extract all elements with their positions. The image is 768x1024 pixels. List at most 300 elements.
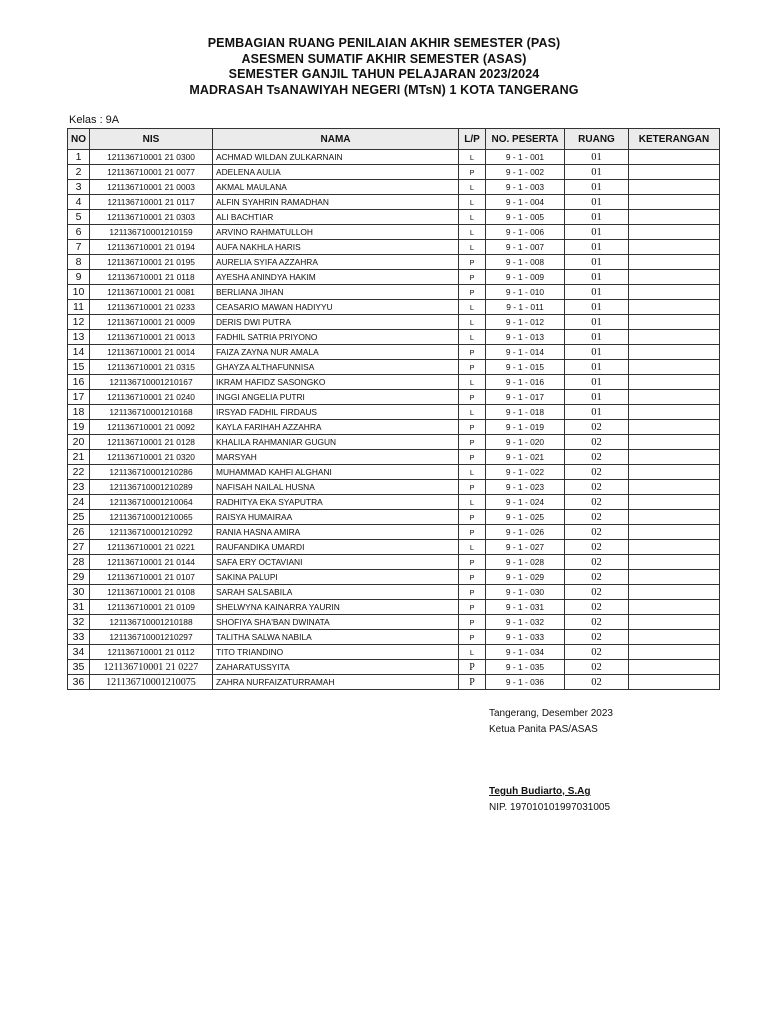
cell-nis: 121136710001 21 0144: [90, 555, 213, 570]
cell-keterangan: [629, 555, 720, 570]
cell-ruang: 01: [565, 360, 629, 375]
cell-no: 35: [68, 660, 90, 675]
cell-nis: 121136710001 21 0014: [90, 345, 213, 360]
cell-no: 3: [68, 180, 90, 195]
cell-keterangan: [629, 195, 720, 210]
cell-keterangan: [629, 255, 720, 270]
cell-nama: RAISYA HUMAIRAA: [213, 510, 459, 525]
cell-no-peserta: 9 - 1 - 019: [486, 420, 565, 435]
cell-no: 8: [68, 255, 90, 270]
cell-nis: 121136710001 21 0195: [90, 255, 213, 270]
signer-name: Teguh Budiarto, S.Ag: [489, 786, 591, 797]
cell-ruang: 01: [565, 165, 629, 180]
cell-no: 30: [68, 585, 90, 600]
cell-ruang: 02: [565, 585, 629, 600]
cell-nama: ZAHARATUSSYITA: [213, 660, 459, 675]
cell-no: 25: [68, 510, 90, 525]
cell-no: 33: [68, 630, 90, 645]
cell-ruang: 01: [565, 225, 629, 240]
cell-no-peserta: 9 - 1 - 020: [486, 435, 565, 450]
table-row: [68, 495, 720, 510]
table-row: [68, 585, 720, 600]
cell-no: 29: [68, 570, 90, 585]
cell-no-peserta: 9 - 1 - 033: [486, 630, 565, 645]
cell-keterangan: [629, 615, 720, 630]
table-row: [68, 390, 720, 405]
cell-no-peserta: 9 - 1 - 025: [486, 510, 565, 525]
cell-keterangan: [629, 240, 720, 255]
cell-lp: P: [459, 630, 486, 645]
cell-keterangan: [629, 360, 720, 375]
cell-lp: P: [459, 255, 486, 270]
cell-nama: MUHAMMAD KAHFI ALGHANI: [213, 465, 459, 480]
cell-ruang: 01: [565, 195, 629, 210]
cell-keterangan: [629, 420, 720, 435]
cell-lp: L: [459, 540, 486, 555]
cell-ruang: 01: [565, 270, 629, 285]
cell-no-peserta: 9 - 1 - 018: [486, 405, 565, 420]
cell-lp: L: [459, 405, 486, 420]
cell-no: 16: [68, 375, 90, 390]
cell-ruang: 02: [565, 510, 629, 525]
cell-ruang: 02: [565, 450, 629, 465]
table-row: [68, 210, 720, 225]
table-row: [68, 405, 720, 420]
cell-no-peserta: 9 - 1 - 036: [486, 675, 565, 690]
cell-keterangan: [629, 630, 720, 645]
header-title-line-1: PEMBAGIAN RUANG PENILAIAN AKHIR SEMESTER (PAS): [207, 36, 561, 50]
cell-nama: SHOFIYA SHA'BAN DWINATA: [213, 615, 459, 630]
document-header: [0, 36, 768, 98]
cell-nama: ZAHRA NURFAIZATURRAMAH: [213, 675, 459, 690]
cell-no: 6: [68, 225, 90, 240]
cell-keterangan: [629, 330, 720, 345]
cell-no-peserta: 9 - 1 - 021: [486, 450, 565, 465]
cell-nama: BERLIANA JIHAN: [213, 285, 459, 300]
cell-ruang: 01: [565, 285, 629, 300]
cell-nis: 121136710001 21 0300: [90, 150, 213, 165]
cell-no: 4: [68, 195, 90, 210]
cell-nama: TALITHA SALWA NABILA: [213, 630, 459, 645]
cell-keterangan: [629, 225, 720, 240]
table-body: [68, 150, 720, 690]
table-row: [68, 330, 720, 345]
cell-ruang: 02: [565, 480, 629, 495]
table-row: [68, 225, 720, 240]
cell-no: 13: [68, 330, 90, 345]
cell-nis: 121136710001 21 0009: [90, 315, 213, 330]
cell-lp: L: [459, 495, 486, 510]
cell-keterangan: [629, 165, 720, 180]
cell-no: 32: [68, 615, 90, 630]
cell-nama: SHELWYNA KAINARRA YAURIN: [213, 600, 459, 615]
table-row: [68, 435, 720, 450]
table-row: [68, 255, 720, 270]
cell-keterangan: [629, 405, 720, 420]
cell-no-peserta: 9 - 1 - 011: [486, 300, 565, 315]
cell-nama: TITO TRIANDINO: [213, 645, 459, 660]
cell-lp: P: [459, 480, 486, 495]
cell-nis: 121136710001 21 0221: [90, 540, 213, 555]
cell-lp: L: [459, 180, 486, 195]
cell-nis: 121136710001210064: [90, 495, 213, 510]
cell-lp: P: [459, 675, 486, 690]
table-row: [68, 240, 720, 255]
cell-no-peserta: 9 - 1 - 010: [486, 285, 565, 300]
cell-no-peserta: 9 - 1 - 007: [486, 240, 565, 255]
cell-ruang: 02: [565, 555, 629, 570]
cell-ruang: 02: [565, 600, 629, 615]
table-row: [68, 285, 720, 300]
cell-nis: 121136710001210075: [90, 675, 213, 690]
table-row: [68, 675, 720, 690]
cell-nis: 121136710001 21 0092: [90, 420, 213, 435]
cell-no-peserta: 9 - 1 - 022: [486, 465, 565, 480]
cell-no: 9: [68, 270, 90, 285]
table-row: [68, 360, 720, 375]
header-title-line-2: ASESMEN SUMATIF AKHIR SEMESTER (ASAS): [241, 51, 527, 66]
cell-lp: P: [459, 450, 486, 465]
cell-no-peserta: 9 - 1 - 023: [486, 480, 565, 495]
cell-lp: P: [459, 525, 486, 540]
cell-keterangan: [629, 270, 720, 285]
cell-nis: 121136710001210065: [90, 510, 213, 525]
cell-no-peserta: 9 - 1 - 012: [486, 315, 565, 330]
cell-ruang: 02: [565, 435, 629, 450]
cell-nama: KHALILA RAHMANIAR GUGUN: [213, 435, 459, 450]
cell-nama: RADHITYA EKA SYAPUTRA: [213, 495, 459, 510]
table-row: [68, 420, 720, 435]
cell-nama: ADELENA AULIA: [213, 165, 459, 180]
cell-no: 18: [68, 405, 90, 420]
cell-lp: L: [459, 195, 486, 210]
table-row: [68, 540, 720, 555]
table-row: [68, 480, 720, 495]
cell-nama: ARVINO RAHMATULLOH: [213, 225, 459, 240]
cell-nis: 121136710001 21 0227: [90, 660, 213, 675]
cell-ruang: 02: [565, 630, 629, 645]
cell-nama: KAYLA FARIHAH AZZAHRA: [213, 420, 459, 435]
cell-ruang: 01: [565, 315, 629, 330]
cell-lp: P: [459, 570, 486, 585]
cell-nama: AKMAL MAULANA: [213, 180, 459, 195]
table-row: [68, 165, 720, 180]
table-row: [68, 570, 720, 585]
cell-ruang: 02: [565, 465, 629, 480]
cell-lp: L: [459, 150, 486, 165]
cell-keterangan: [629, 435, 720, 450]
cell-no-peserta: 9 - 1 - 035: [486, 660, 565, 675]
place-date: Tangerang, Desember 2023: [489, 708, 613, 719]
cell-keterangan: [629, 465, 720, 480]
cell-nis: 121136710001 21 0013: [90, 330, 213, 345]
cell-no-peserta: 9 - 1 - 032: [486, 615, 565, 630]
cell-nis: 121136710001 21 0194: [90, 240, 213, 255]
cell-nis: 121136710001210286: [90, 465, 213, 480]
cell-no: 5: [68, 210, 90, 225]
cell-no: 31: [68, 600, 90, 615]
cell-lp: P: [459, 270, 486, 285]
cell-keterangan: [629, 480, 720, 495]
cell-nis: 121136710001 21 0077: [90, 165, 213, 180]
cell-lp: P: [459, 360, 486, 375]
cell-lp: P: [459, 420, 486, 435]
cell-no-peserta: 9 - 1 - 027: [486, 540, 565, 555]
cell-nama: RAUFANDIKA UMARDI: [213, 540, 459, 555]
cell-ruang: 01: [565, 345, 629, 360]
cell-lp: P: [459, 165, 486, 180]
cell-no: 23: [68, 480, 90, 495]
cell-nis: 121136710001 21 0112: [90, 645, 213, 660]
table-row: [68, 660, 720, 675]
cell-no: 19: [68, 420, 90, 435]
cell-no: 28: [68, 555, 90, 570]
cell-no: 36: [68, 675, 90, 690]
table-row: [68, 510, 720, 525]
cell-lp: P: [459, 660, 486, 675]
cell-keterangan: [629, 585, 720, 600]
table-row: [68, 600, 720, 615]
cell-lp: L: [459, 210, 486, 225]
table-row: [68, 630, 720, 645]
cell-no-peserta: 9 - 1 - 015: [486, 360, 565, 375]
header-nis: NIS: [90, 129, 213, 150]
cell-no: 15: [68, 360, 90, 375]
cell-nama: AURELIA SYIFA AZZAHRA: [213, 255, 459, 270]
cell-lp: L: [459, 300, 486, 315]
cell-nama: FADHIL SATRIA PRIYONO: [213, 330, 459, 345]
cell-nama: IKRAM HAFIDZ SASONGKO: [213, 375, 459, 390]
cell-keterangan: [629, 450, 720, 465]
cell-ruang: 02: [565, 420, 629, 435]
cell-lp: L: [459, 645, 486, 660]
cell-lp: L: [459, 240, 486, 255]
room-assignment-table: [67, 128, 720, 690]
cell-ruang: 01: [565, 405, 629, 420]
cell-lp: P: [459, 435, 486, 450]
cell-nama: ALFIN SYAHRIN RAMADHAN: [213, 195, 459, 210]
cell-lp: L: [459, 330, 486, 345]
cell-nis: 121136710001 21 0315: [90, 360, 213, 375]
table-row: [68, 375, 720, 390]
cell-nama: SAKINA PALUPI: [213, 570, 459, 585]
cell-no: 1: [68, 150, 90, 165]
cell-keterangan: [629, 150, 720, 165]
cell-nis: 121136710001210289: [90, 480, 213, 495]
cell-keterangan: [629, 285, 720, 300]
table-row: [68, 465, 720, 480]
cell-nis: 121136710001210297: [90, 630, 213, 645]
header-ruang: RUANG: [565, 129, 629, 150]
cell-no-peserta: 9 - 1 - 026: [486, 525, 565, 540]
cell-ruang: 01: [565, 180, 629, 195]
header-nama: NAMA: [213, 129, 459, 150]
cell-ruang: 01: [565, 390, 629, 405]
cell-keterangan: [629, 210, 720, 225]
cell-no: 12: [68, 315, 90, 330]
cell-nis: 121136710001210159: [90, 225, 213, 240]
cell-no: 24: [68, 495, 90, 510]
table-row: [68, 300, 720, 315]
cell-lp: P: [459, 555, 486, 570]
cell-keterangan: [629, 375, 720, 390]
cell-no-peserta: 9 - 1 - 008: [486, 255, 565, 270]
cell-nis: 121136710001 21 0003: [90, 180, 213, 195]
cell-ruang: 01: [565, 255, 629, 270]
cell-lp: P: [459, 615, 486, 630]
cell-no: 14: [68, 345, 90, 360]
cell-keterangan: [629, 495, 720, 510]
cell-lp: P: [459, 285, 486, 300]
header-title-line-4: MADRASAH TsANAWIYAH NEGERI (MTsN) 1 KOTA TANGERANG: [189, 82, 579, 97]
cell-keterangan: [629, 645, 720, 660]
cell-no: 20: [68, 435, 90, 450]
cell-no-peserta: 9 - 1 - 001: [486, 150, 565, 165]
cell-no: 21: [68, 450, 90, 465]
cell-ruang: 02: [565, 570, 629, 585]
cell-nis: 121136710001 21 0118: [90, 270, 213, 285]
cell-lp: P: [459, 600, 486, 615]
cell-nis: 121136710001 21 0107: [90, 570, 213, 585]
cell-ruang: 01: [565, 240, 629, 255]
header-no: NO: [68, 129, 90, 150]
cell-lp: L: [459, 465, 486, 480]
cell-no-peserta: 9 - 1 - 014: [486, 345, 565, 360]
cell-nama: SAFA ERY OCTAVIANI: [213, 555, 459, 570]
cell-no-peserta: 9 - 1 - 009: [486, 270, 565, 285]
cell-nis: 121136710001210292: [90, 525, 213, 540]
header-title-line-3: SEMESTER GANJIL TAHUN PELAJARAN 2023/2024: [228, 67, 540, 81]
cell-lp: L: [459, 225, 486, 240]
header-keterangan: KETERANGAN: [629, 129, 720, 150]
cell-nama: CEASARIO MAWAN HADIYYU: [213, 300, 459, 315]
cell-nama: AUFA NAKHLA HARIS: [213, 240, 459, 255]
header-no-peserta: NO. PESERTA: [486, 129, 565, 150]
cell-nama: RANIA HASNA AMIRA: [213, 525, 459, 540]
cell-no-peserta: 9 - 1 - 003: [486, 180, 565, 195]
table-row: [68, 555, 720, 570]
table-row: [68, 150, 720, 165]
cell-nama: INGGI ANGELIA PUTRI: [213, 390, 459, 405]
cell-nis: 121136710001210188: [90, 615, 213, 630]
cell-ruang: 02: [565, 540, 629, 555]
cell-nis: 121136710001 21 0303: [90, 210, 213, 225]
cell-keterangan: [629, 660, 720, 675]
cell-keterangan: [629, 570, 720, 585]
cell-nama: SARAH SALSABILA: [213, 585, 459, 600]
cell-no: 11: [68, 300, 90, 315]
cell-nis: 121136710001210167: [90, 375, 213, 390]
cell-no-peserta: 9 - 1 - 006: [486, 225, 565, 240]
table-row: [68, 195, 720, 210]
cell-ruang: 02: [565, 675, 629, 690]
table-row: [68, 615, 720, 630]
cell-ruang: 01: [565, 210, 629, 225]
cell-nama: IRSYAD FADHIL FIRDAUS: [213, 405, 459, 420]
table-row: [68, 180, 720, 195]
cell-nis: 121136710001 21 0081: [90, 285, 213, 300]
table-row: [68, 645, 720, 660]
signature-block: [489, 706, 613, 816]
signer-nip: NIP. 197010101997031005: [489, 802, 611, 813]
cell-no-peserta: 9 - 1 - 024: [486, 495, 565, 510]
cell-lp: P: [459, 510, 486, 525]
cell-no-peserta: 9 - 1 - 013: [486, 330, 565, 345]
table-row: [68, 450, 720, 465]
cell-nis: 121136710001 21 0320: [90, 450, 213, 465]
cell-keterangan: [629, 315, 720, 330]
table-row: [68, 270, 720, 285]
cell-no: 27: [68, 540, 90, 555]
table-row: [68, 315, 720, 330]
cell-nis: 121136710001210168: [90, 405, 213, 420]
cell-no-peserta: 9 - 1 - 034: [486, 645, 565, 660]
cell-nama: FAIZA ZAYNA NUR AMALA: [213, 345, 459, 360]
cell-nis: 121136710001 21 0240: [90, 390, 213, 405]
cell-lp: L: [459, 375, 486, 390]
cell-keterangan: [629, 510, 720, 525]
cell-no: 2: [68, 165, 90, 180]
cell-lp: L: [459, 315, 486, 330]
cell-nama: ALI BACHTIAR: [213, 210, 459, 225]
cell-no-peserta: 9 - 1 - 029: [486, 570, 565, 585]
cell-ruang: 01: [565, 330, 629, 345]
table-header-row: [68, 129, 720, 150]
cell-no-peserta: 9 - 1 - 005: [486, 210, 565, 225]
cell-lp: P: [459, 390, 486, 405]
cell-ruang: 01: [565, 375, 629, 390]
cell-ruang: 02: [565, 660, 629, 675]
cell-lp: P: [459, 585, 486, 600]
cell-keterangan: [629, 675, 720, 690]
cell-nama: AYESHA ANINDYA HAKIM: [213, 270, 459, 285]
cell-nama: NAFISAH NAILAL HUSNA: [213, 480, 459, 495]
cell-no-peserta: 9 - 1 - 028: [486, 555, 565, 570]
cell-keterangan: [629, 540, 720, 555]
cell-ruang: 02: [565, 525, 629, 540]
cell-ruang: 02: [565, 645, 629, 660]
cell-no-peserta: 9 - 1 - 030: [486, 585, 565, 600]
cell-nis: 121136710001 21 0108: [90, 585, 213, 600]
cell-no: 10: [68, 285, 90, 300]
cell-keterangan: [629, 180, 720, 195]
cell-nama: DERIS DWI PUTRA: [213, 315, 459, 330]
cell-no: 34: [68, 645, 90, 660]
cell-ruang: 02: [565, 615, 629, 630]
cell-no: 7: [68, 240, 90, 255]
cell-nama: MARSYAH: [213, 450, 459, 465]
cell-no-peserta: 9 - 1 - 031: [486, 600, 565, 615]
cell-nis: 121136710001 21 0117: [90, 195, 213, 210]
table-row: [68, 525, 720, 540]
header-lp: L/P: [459, 129, 486, 150]
cell-no: 22: [68, 465, 90, 480]
cell-keterangan: [629, 600, 720, 615]
cell-nis: 121136710001 21 0233: [90, 300, 213, 315]
cell-nis: 121136710001 21 0109: [90, 600, 213, 615]
cell-nis: 121136710001 21 0128: [90, 435, 213, 450]
cell-ruang: 01: [565, 150, 629, 165]
cell-keterangan: [629, 300, 720, 315]
table-row: [68, 345, 720, 360]
cell-keterangan: [629, 345, 720, 360]
signer-role: Ketua Panita PAS/ASAS: [489, 724, 598, 735]
cell-nama: GHAYZA ALTHAFUNNISA: [213, 360, 459, 375]
class-label: Kelas : 9A: [69, 114, 120, 126]
cell-no-peserta: 9 - 1 - 016: [486, 375, 565, 390]
cell-ruang: 02: [565, 495, 629, 510]
cell-lp: P: [459, 345, 486, 360]
